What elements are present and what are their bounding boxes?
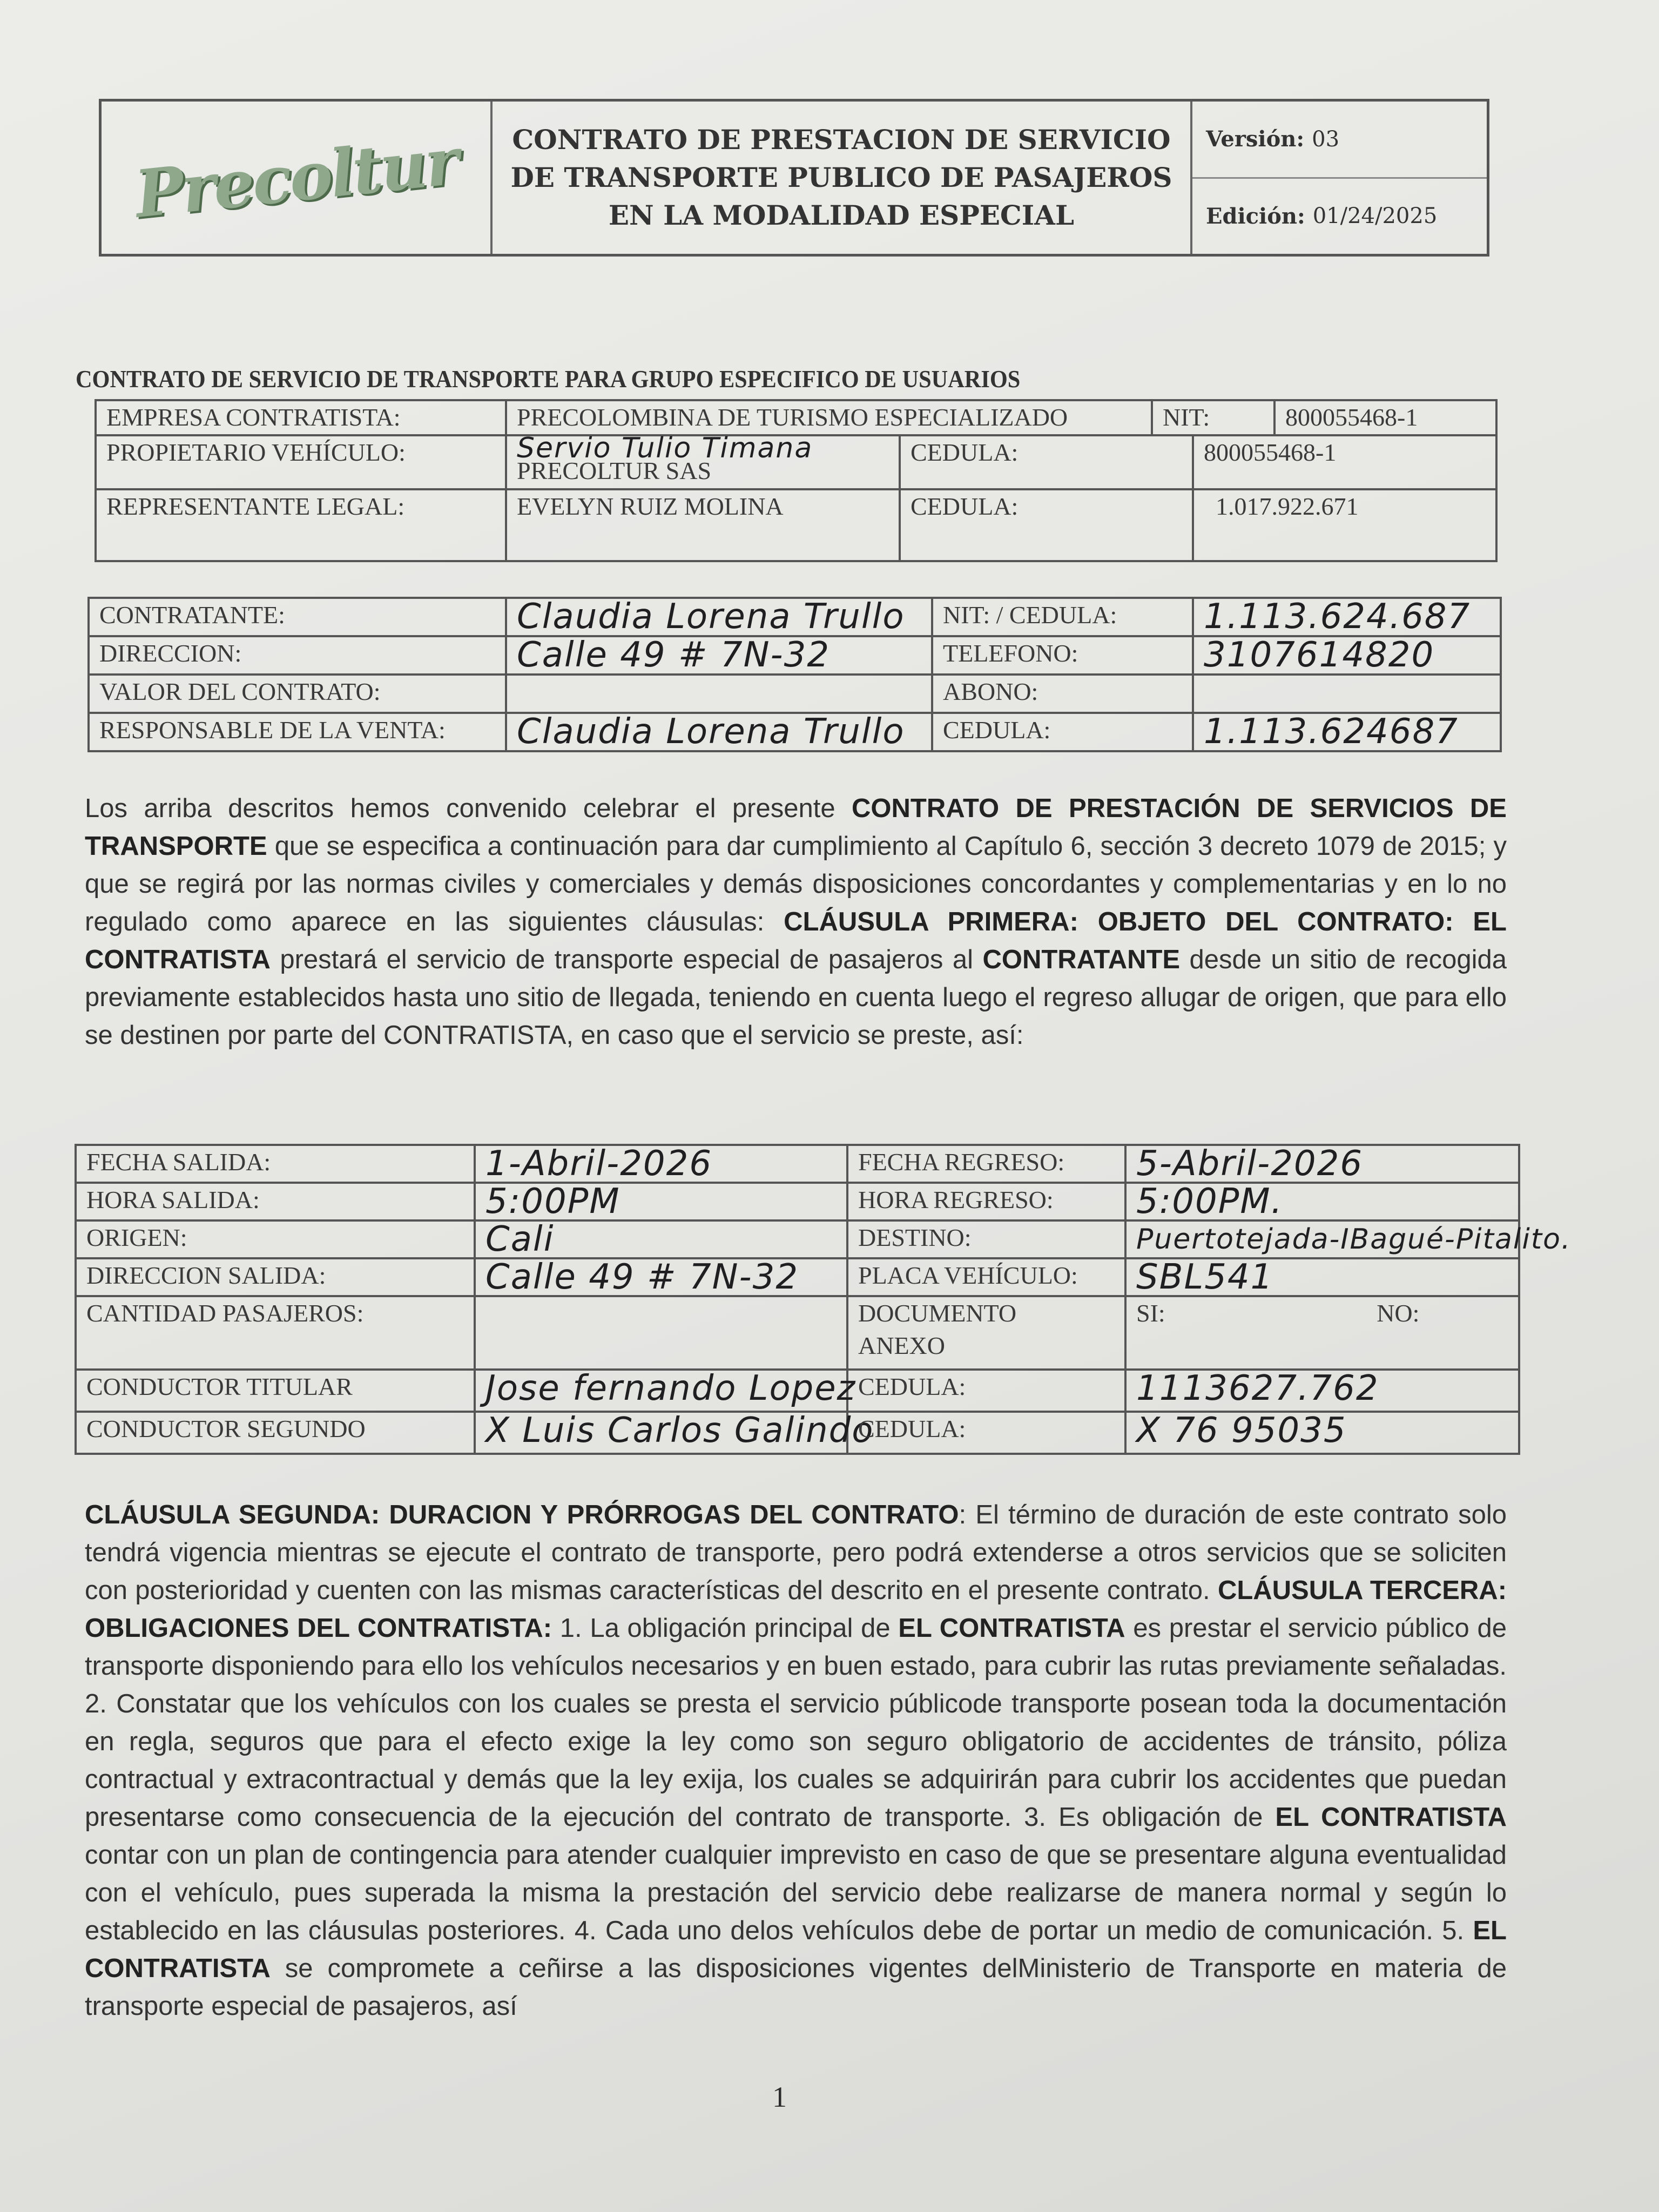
edition-label: Edición: — [1206, 203, 1305, 229]
page-number: 1 — [772, 2081, 787, 2113]
cantidad-label: CANTIDAD PASAJEROS: — [76, 1296, 475, 1370]
version-value: 03 — [1312, 126, 1340, 152]
documento-label-1: DOCUMENTO — [858, 1299, 1017, 1327]
direccion-value: Calle 49 # 7N-32 — [506, 636, 932, 675]
bold-text: CONTRATANTE — [982, 945, 1181, 974]
conductor-titular-label: CONDUCTOR TITULAR — [76, 1370, 475, 1412]
bold-text: CLÁUSULA PRIMERA: OBJETO DEL CONTRATO: EL CONTRATISTA — [85, 907, 1507, 974]
placa-label: PLACA VEHÍCULO: — [847, 1258, 1125, 1296]
version — [1192, 102, 1487, 179]
hora-regreso-label: HORA REGRESO: — [847, 1183, 1125, 1220]
propietario-handwritten: Servio Tulio Timana — [517, 432, 813, 464]
title-line: DE TRANSPORTE PUBLICO DE PASAJEROS — [510, 161, 1172, 193]
destino: Puertotejada-IBagué-Pitalito. — [1125, 1220, 1519, 1258]
documento-anexo-label — [847, 1296, 1125, 1370]
representante-cedula: 1.017.922.671 — [1193, 489, 1496, 561]
valor-label: VALOR DEL CONTRATO: — [89, 675, 506, 713]
paragraph-intro — [85, 790, 1507, 1054]
conductor-titular-cedula: 1113627.762 — [1125, 1370, 1519, 1412]
company-table — [95, 434, 1498, 562]
edition-value: 01/24/2025 — [1312, 204, 1438, 229]
representante-label: REPRESENTANTE LEGAL: — [96, 489, 506, 561]
company-logo — [102, 102, 493, 254]
text: es prestar el servicio público de transporte disponiendo para ello los vehículos necesarios y en buen estado, para cubrir las rutas previamente señaladas. 2. Constatar que los vehículos con los cuales se presta el servicio públicode transporte posean toda la documentación en regla, seguros que para el efecto exige la ley como son seguro obligatorio de accidentes de tránsito, póliza contractual y extracontractual y demás que la ley exija, los cuales se adquirirán para cubrir los accidentes que puedan presentarse como consecuencia de la ejecución del contrato de transporte. 3. Es obligación de — [85, 1614, 1507, 1832]
direccion-salida: Calle 49 # 7N-32 — [475, 1258, 847, 1296]
text: desde un sitio de recogida previamente establecidos hasta uno sitio de llegada, teniendo en cuenta luego el regreso allugar de origen, que para ello se destinen por parte del CONTRATISTA, en caso que el servicio se preste, así: — [85, 945, 1507, 1050]
fecha-regreso: 5-Abril-2026 — [1125, 1145, 1519, 1183]
placa: SBL541 — [1125, 1258, 1519, 1296]
text: se compromete a ceñirse a las disposiciones vigentes delMinisterio de Transporte en materia de transporte especial de pasajeros, así — [85, 1954, 1507, 2021]
version-label: Versión: — [1206, 126, 1305, 152]
title-line: EN LA MODALIDAD ESPECIAL — [608, 199, 1075, 231]
text: : El término de duración de este contrato solo tendrá vigencia mientras se ejecute el contrato de transporte, pero podrá extenderse a otros servicios que se soliciten con posterioridad y cuenten con las mismas características del descrito en el presente contrato. — [85, 1500, 1507, 1605]
document-title — [493, 102, 1192, 254]
bold-text: CONTRATO DE PRESTACIÓN DE SERVICIOS DE TRANSPORTE — [85, 794, 1507, 861]
no-label: NO: — [1377, 1299, 1420, 1327]
cantidad-value — [475, 1296, 847, 1370]
contratante-value: Claudia Lorena Trullo — [506, 598, 932, 636]
conductor-segundo: X Luis Carlos Galindo — [475, 1412, 847, 1454]
bold-text: CLÁUSULA SEGUNDA: DURACION Y PRÓRROGAS DEL CONTRATO — [85, 1500, 959, 1529]
nit-value: 800055468-1 — [1274, 400, 1496, 435]
contratante-label: CONTRATANTE: — [89, 598, 506, 636]
edition — [1192, 179, 1487, 254]
origen: Cali — [475, 1220, 847, 1258]
empresa-label: EMPRESA CONTRATISTA: — [96, 400, 506, 435]
conductor-segundo-cedula: X 76 95035 — [1125, 1412, 1519, 1454]
cedula-label: CEDULA: — [900, 435, 1193, 489]
text: que se especifica a continuación para dar cumplimiento al Capítulo 6, sección 3 decreto 1079 de 2015; y que se regirá por las normas civiles y comerciales y demás disposiciones concordantes y complementarias y en lo no regulado como aparece en las siguientes cláusulas: — [85, 832, 1507, 936]
cedula-label: CEDULA: — [900, 489, 1193, 561]
direccion-label: DIRECCION: — [89, 636, 506, 675]
telefono-label: TELEFONO: — [932, 636, 1193, 675]
section-title: CONTRATO DE SERVICIO DE TRANSPORTE PARA GRUPO ESPECIFICO DE USUARIOS — [76, 365, 1021, 393]
cedula-label: CEDULA: — [847, 1412, 1125, 1454]
company-table-row1 — [95, 399, 1498, 436]
text: 1. La obligación principal de — [552, 1614, 899, 1643]
propietario-label: PROPIETARIO VEHÍCULO: — [96, 435, 506, 489]
responsable-value: Claudia Lorena Trullo — [506, 713, 932, 751]
nit-label: NIT: — [1152, 400, 1274, 435]
client-table — [87, 597, 1502, 752]
hora-regreso: 5:00PM. — [1125, 1183, 1519, 1220]
empresa-value: PRECOLOMBINA DE TURISMO ESPECIALIZADO — [506, 400, 1152, 435]
telefono-value: 3107614820 — [1193, 636, 1501, 675]
destino-label: DESTINO: — [847, 1220, 1125, 1258]
hora-salida: 5:00PM — [475, 1183, 847, 1220]
direccion-salida-label: DIRECCION SALIDA: — [76, 1258, 475, 1296]
hora-salida-label: HORA SALIDA: — [76, 1183, 475, 1220]
origen-label: ORIGEN: — [76, 1220, 475, 1258]
conductor-titular: Jose fernando Lopez — [475, 1370, 847, 1412]
cedula-label: CEDULA: — [847, 1370, 1125, 1412]
bold-text: EL CONTRATISTA — [1275, 1803, 1507, 1832]
abono-label: ABONO: — [932, 675, 1193, 713]
valor-value — [506, 675, 932, 713]
responsable-label: RESPONSABLE DE LA VENTA: — [89, 713, 506, 751]
documento-anexo-options — [1125, 1296, 1519, 1370]
text: contar con un plan de contingencia para atender cualquier imprevisto en caso de que se presentare alguna eventualidad con el vehículo, pues superada la misma la prestación del servicio debe realizarse de manera normal y según lo establecido en las cláusulas posteriores. 4. Cada uno delos vehículos debe de portar un medio de comunicación. 5. — [85, 1840, 1507, 1945]
logo-text: Precoltur — [131, 123, 461, 233]
text: Los arriba descritos hemos convenido celebrar el presente — [85, 794, 852, 823]
representante-value: EVELYN RUIZ MOLINA — [506, 489, 900, 561]
trip-table — [75, 1144, 1572, 1455]
title-line: CONTRATO DE PRESTACION DE SERVICIO — [512, 124, 1171, 156]
fecha-salida: 1-Abril-2026 — [475, 1145, 847, 1183]
bold-text: CLÁUSULA TERCERA: OBLIGACIONES DEL CONTRATISTA: — [85, 1576, 1507, 1643]
cedula-label: CEDULA: — [932, 713, 1193, 751]
bold-text: EL CONTRATISTA — [85, 1916, 1507, 1983]
paragraph-clauses — [85, 1496, 1507, 2025]
si-label: SI: — [1136, 1299, 1165, 1327]
document-header — [99, 99, 1489, 257]
responsable-cedula: 1.113.624687 — [1193, 713, 1501, 751]
fecha-regreso-label: FECHA REGRESO: — [847, 1145, 1125, 1183]
propietario-cedula: 800055468-1 — [1193, 435, 1496, 489]
text: prestará el servicio de transporte especial de pasajeros al — [270, 945, 983, 974]
propietario-cell — [506, 432, 900, 489]
document-meta — [1192, 102, 1487, 254]
conductor-segundo-label: CONDUCTOR SEGUNDO — [76, 1412, 475, 1454]
documento-label-2: ANEXO — [858, 1332, 945, 1359]
abono-value — [1193, 675, 1501, 713]
propietario-value: PRECOLTUR SAS — [517, 457, 712, 484]
bold-text: EL CONTRATISTA — [898, 1614, 1125, 1643]
nit-cedula-value: 1.113.624.687 — [1193, 598, 1501, 636]
fecha-salida-label: FECHA SALIDA: — [76, 1145, 475, 1183]
nit-cedula-label: NIT: / CEDULA: — [932, 598, 1193, 636]
